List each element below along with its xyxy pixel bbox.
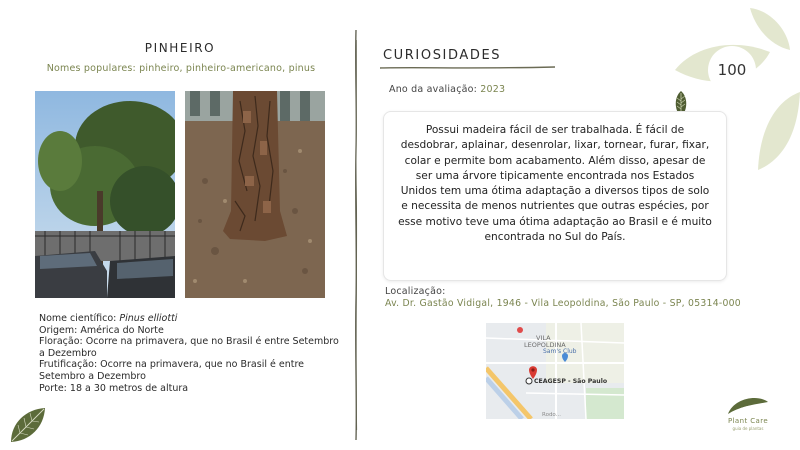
brand-tagline: guia de plantas — [732, 426, 764, 431]
tree-photo — [35, 91, 175, 298]
map-district-label: VILA — [536, 334, 551, 342]
map-place-2: CEAGESP - São Paulo — [534, 378, 608, 385]
scientific-name: Pinus elliotti — [119, 313, 178, 324]
map-place-1: Sam's Club — [543, 348, 577, 355]
title-underline — [380, 64, 555, 72]
size: Porte: 18 a 30 metros de altura — [39, 382, 189, 394]
year-label: Ano da avaliação: — [389, 84, 478, 95]
curiosities-card — [383, 111, 727, 281]
year-value: 2023 — [480, 84, 506, 95]
evaluation-year — [389, 84, 505, 95]
scientific-name-line — [39, 313, 339, 325]
location-address: Av. Dr. Gastão Vidigal, 1946 - Vila Leopoldina, São Paulo - SP, 05314-000 — [385, 298, 741, 309]
location-map[interactable] — [486, 323, 624, 419]
map-road: Rodo... — [542, 412, 561, 418]
brand-logo-icon — [718, 392, 778, 440]
brand-name: Plant Care — [727, 417, 769, 425]
flowering: Floração: Ocorre na primavera, que no Brasil é entre Setembro a Dezembro — [39, 336, 339, 359]
plant-name: PINHEIRO — [144, 41, 216, 55]
map-district-label-2: LEOPOLDINA — [524, 341, 566, 349]
scientific-name-label: Nome científico: — [39, 313, 117, 324]
map-poi-icon — [517, 327, 523, 333]
origin: Origem: América do Norte — [39, 324, 164, 336]
curiosities-text: Possui madeira fácil de ser trabalhada. É fácil de desdobrar, aplainar, desenrolar, lixar, tornear, furar, fixar, colar e permite bom acabamento. Além disso, apesar de ser uma árvore tipicamente encontrada nos Estados Unidos tem uma ótima adaptação a diversos tipos de solo e necessita de menos nutrientes que outras espécies, por esse motivo teve uma ótima adaptação ao Brasil e é muito encontrada no Sul do País. — [398, 124, 712, 244]
fruiting: Frutificação: Ocorre na primavera, que no Brasil é entre Setembro a Dezembro — [39, 359, 304, 382]
vertical-divider — [352, 30, 360, 440]
curiosities-title: CURIOSIDADES — [383, 48, 502, 63]
evaluation-badge: 100 — [717, 61, 747, 79]
popular-names: Nomes populares: pinheiro, pinheiro-americano, pinus — [46, 63, 316, 74]
leaf-icon — [8, 405, 48, 445]
trunk-photo — [185, 91, 325, 298]
location-label: Localização: — [385, 286, 446, 297]
plant-details — [39, 313, 339, 394]
